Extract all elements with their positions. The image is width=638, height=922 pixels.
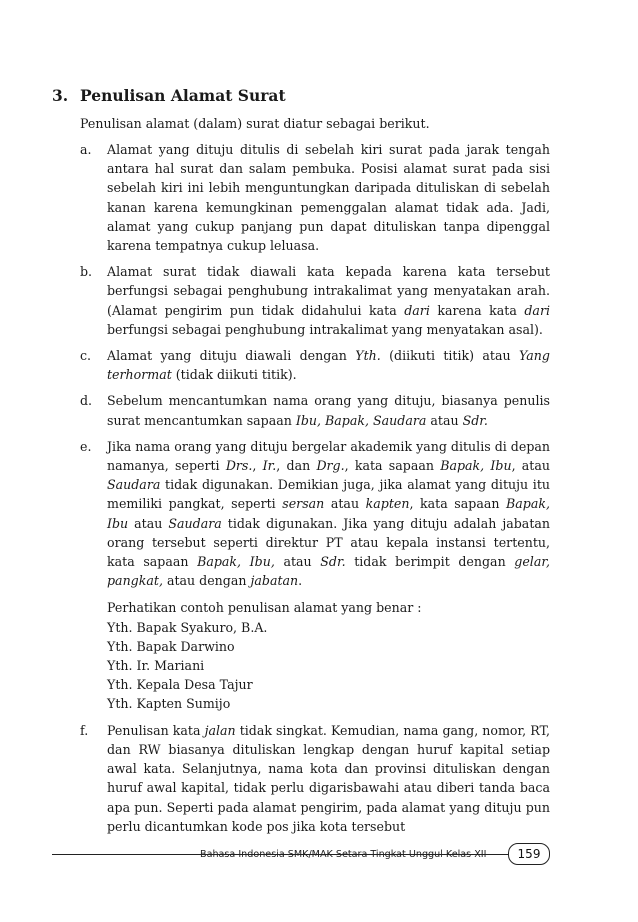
text-run: tidak digunakan. Jika yang dituju adalah jabatan orang tersebut seperti direktur PT atau kepala instansi tertentu, kata sapaan [107,515,550,570]
example-address: Yth. Ir. Mariani [107,658,205,674]
list-item-letter: a. [80,142,92,157]
italic-term: kapten [365,496,410,512]
text-run: atau [324,496,366,512]
text-run: , kata sapaan [344,458,441,474]
list-item [80,140,550,255]
text-run: . [298,573,303,589]
italic-term: gelar, pangkat, [107,554,550,589]
rules-list [80,140,550,843]
italic-term: Sdr. [462,412,488,428]
list-item-letter: f. [80,722,89,738]
example-address: Yth. Kapten Sumijo [107,696,231,712]
text-run: Alamat surat tidak diawali kata kepada karena kata tersebut berfungsi sebagai penghubung intrakalimat yang menyatakan arah. (Alamat pengirim pun tidak didahului kata [107,264,550,318]
italic-term: Bapak, Ibu, [197,554,275,570]
italic-term: Ibu, Bapak, Saudara [295,412,427,428]
text-run: , [252,458,263,474]
list-item [80,391,550,429]
section-intro: Penulisan alamat (dalam) surat diatur sebagai berikut. [80,116,430,131]
italic-term: jalan [204,722,236,738]
italic-term: Yang terhormat [107,348,550,383]
text-run: karena kata [429,302,525,318]
list-item-text [107,262,550,339]
italic-term: sersan [282,496,325,512]
examples-intro: Perhatikan contoh penulisan alamat yang benar : [107,600,422,616]
list-item-letter: e. [80,438,92,454]
list-item [80,346,550,384]
list-item-text [107,721,550,836]
list-item-text [107,437,550,591]
list-item-text [107,346,550,384]
italic-term: dari [524,302,550,318]
section-title: Penulisan Alamat Surat [80,86,286,105]
text-run: atau dengan [162,573,251,589]
italic-term: Bapak, Ibu [440,458,512,474]
list-item [80,721,550,836]
example-address: Yth. Kepala Desa Tajur [107,677,253,693]
list-item [80,437,550,714]
text-run: (tidak diikuti titik). [171,367,297,383]
example-address: Yth. Bapak Syakuro, B.A. [107,619,268,635]
text-run: atau [274,554,321,570]
text-run: Alamat yang dituju diawali dengan [107,348,356,364]
text-run: , atau [511,458,550,474]
list-item-letter: d. [80,393,93,409]
text-run: , kata sapaan [409,496,507,512]
text-run: tidak singkat. Kemudian, nama gang, nomor, RT, dan RW biasanya dituliskan lengkap dengan huruf kapital setiap awal kata. Selanjutnya, nama kota dan provinsi dituliskan dengan huruf awal kapital, tidak perlu digarisbawahi atau diberi tanda baca apa pun. Seperti pada alamat pengirim, pada alamat yang dituju pun perlu dicantumkan kode pos jika kota tersebut [107,722,551,834]
text-run: atau [426,412,463,428]
footer-book-title: Bahasa Indonesia SMK/MAK Setara Tingkat Unggul Kelas XII [200,849,487,860]
section-number: 3. [52,86,69,105]
text-run: (diikuti titik) atau [380,348,519,364]
text-run: Sebelum mencantumkan nama orang yang dituju, biasanya penulis surat mencantumkan sapaan [107,393,550,428]
text-run: berfungsi sebagai penghubung intrakalimat yang menyatakan asal). [107,321,543,337]
text-run: tidak digunakan. Demikian juga, jika alamat yang dituju itu memiliki pangkat, seperti [107,477,550,512]
italic-term: Sdr. [320,554,346,570]
list-item-text [107,140,550,255]
text-run: Jika nama orang yang dituju bergelar akademik yang ditulis di depan namanya, seperti [107,438,550,474]
list-item-letter: b. [80,264,93,280]
section-heading [52,86,286,105]
italic-term: Ir. [262,458,277,474]
text-run: atau [128,515,169,531]
example-address: Yth. Bapak Darwino [107,638,235,654]
text-run: tidak berimpit dengan [345,554,515,570]
italic-term: Drg. [316,458,345,474]
list-item [80,262,550,339]
italic-term: dari [404,302,430,318]
examples-block [107,598,550,713]
text-run: , dan [276,458,317,474]
italic-term: Bapak, Ibu [107,496,550,531]
page-number: 159 [508,843,550,865]
italic-term: jabatan [250,573,299,589]
text-run: Penulisan kata [107,722,205,738]
italic-term: Saudara [168,515,222,531]
italic-term: Drs. [225,458,253,474]
italic-term: Saudara [107,477,161,493]
list-item-letter: c. [80,348,92,364]
italic-term: Yth. [355,348,381,364]
text-run: Alamat yang dituju ditulis di sebelah kiri surat pada jarak tengah antara hal surat dan salam pembuka. Posisi alamat surat pada sisi sebelah kiri ini lebih menguntungkan daripada dituliskan di sebelah kanan karena kemungkinan pemenggalan alamat tidak ada. Jadi, alamat yang cukup panjang pun dapat dituliskan tanpa dipenggal karena tempatnya cukup leluasa. [107,142,550,254]
list-item-text [107,391,550,429]
